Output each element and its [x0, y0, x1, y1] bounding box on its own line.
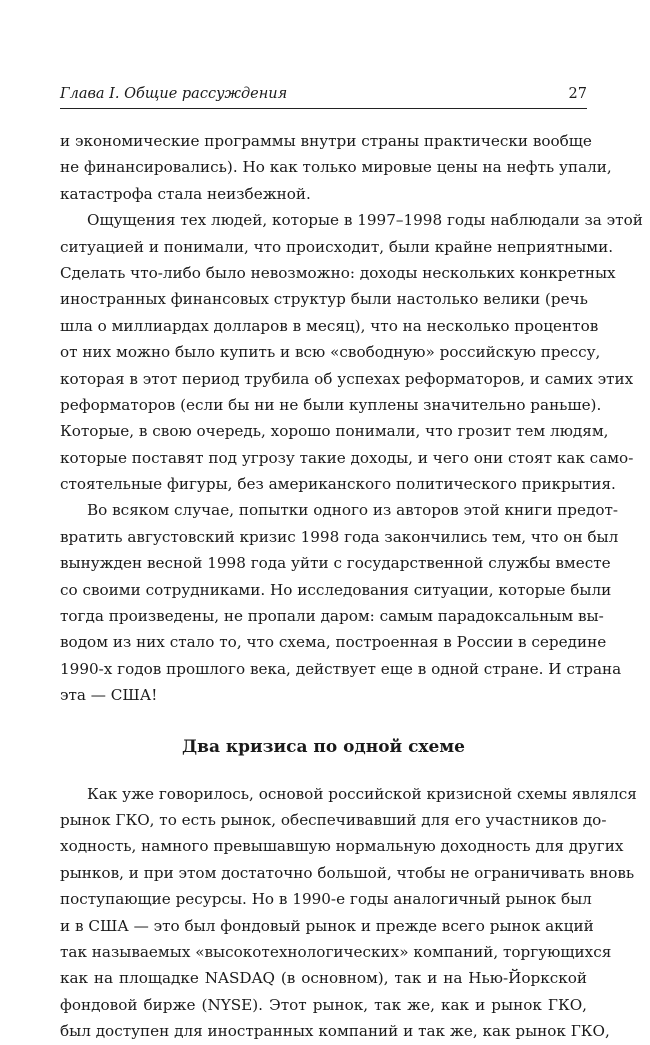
running-title: Глава I. Общие рассуждения — [60, 86, 288, 102]
text-line: и экономические программы внутри страны практически вообще — [60, 132, 592, 150]
text-line: фондовой бирже (NYSE). Этот рынок, так же, как и рынок ГКО, — [60, 995, 587, 1014]
text-line: стоятельные фигуры, без американского политического прикрытия. — [60, 475, 616, 494]
text-line: иностранных финансовых структур были настолько велики (речь — [60, 290, 588, 309]
running-header — [60, 82, 587, 109]
text-line: не финансировались). Но как только мировые цены на нефть упали, — [60, 158, 612, 177]
text-line: ходность, намного превышавшую нормальную доходность для других — [60, 837, 624, 856]
text-line: со своими сотрудниками. Но исследования ситуации, которые были — [60, 580, 612, 599]
text-line: тогда произведены, не пропали даром: самым парадоксальным вы- — [60, 607, 604, 626]
text-line: Сделать что-либо было невозможно: доходы нескольких конкретных — [60, 263, 616, 282]
text-line: Ощущения тех людей, которые в 1997–1998 годы наблюдали за этой — [87, 211, 643, 230]
page-body — [60, 128, 643, 1045]
text-line: ситуацией и понимали, что происходит, были крайне неприятными. — [60, 237, 614, 256]
paragraph — [60, 497, 622, 708]
text-line: и в США — это был фондовый рынок и прежде всего рынок акций — [60, 916, 594, 935]
text-line: шла о миллиардах долларов в месяц), что на несколько процентов — [60, 316, 599, 335]
text-line: водом из них стало то, что схема, построенная в России в середине — [60, 633, 607, 652]
text-line: которые поставят под угрозу такие доходы, и чего они стоят как само- — [60, 448, 634, 467]
text-line: поступающие ресурсы. Но в 1990-е годы аналогичный рынок был — [60, 890, 592, 909]
paragraph — [60, 781, 637, 1045]
text-line: которая в этот период трубила об успехах реформаторов, и самих этих — [60, 369, 634, 388]
section-heading: Два кризиса по одной схеме — [182, 736, 465, 757]
text-line: вынужден весной 1998 года уйти с государственной службы вместе — [60, 554, 611, 573]
paragraph — [60, 207, 643, 497]
text-line: Которые, в свою очередь, хорошо понимали, что грозит тем людям, — [60, 422, 609, 441]
text-line: Как уже говорилось, основой российской кризисной схемы являлся — [87, 784, 637, 803]
text-line: реформаторов (если бы ни не были куплены значительно раньше). — [60, 395, 602, 414]
text-line: от них можно было купить и всю «свободную» российскую прессу, — [60, 343, 601, 362]
text-line: был доступен для иностранных компаний и так же, как рынок ГКО, — [60, 1022, 610, 1041]
paragraph — [60, 128, 612, 207]
text-line: как на площадке NASDAQ (в основном), так и на Нью-Йоркской — [60, 969, 587, 988]
text-line: 1990-х годов прошлого века, действует еще в одной стране. И страна — [60, 659, 622, 678]
text-block-bottom — [60, 781, 637, 1045]
text-line: катастрофа стала неизбежной. — [60, 184, 311, 203]
text-block-top — [60, 128, 643, 709]
text-line: эта — США! — [60, 686, 158, 705]
text-line: вратить августовский кризис 1998 года закончились тем, что он был — [60, 527, 619, 546]
text-line: Во всяком случае, попытки одного из авторов этой книги предот- — [87, 501, 619, 520]
text-line: рынков, и при этом достаточно большой, чтобы не ограничивать вновь — [60, 863, 635, 882]
text-line: рынок ГКО, то есть рынок, обеспечивавший для его участников до- — [60, 810, 607, 829]
page-number: 27 — [568, 86, 587, 102]
text-line: так называемых «высокотехнологических» компаний, торгующихся — [60, 942, 612, 961]
